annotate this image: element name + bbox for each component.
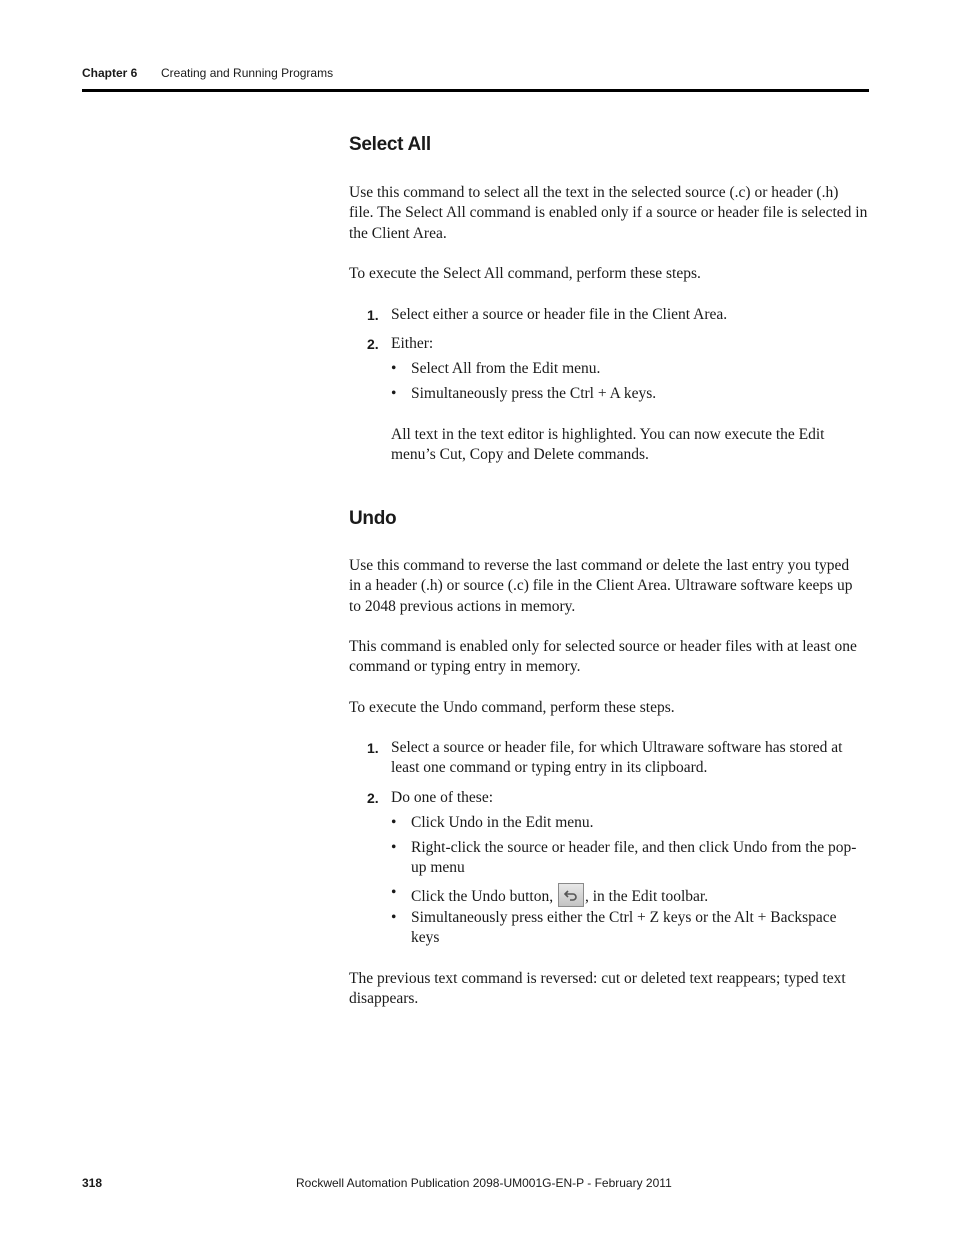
- text-line: All text in the text editor is highlighted. You can now execute the Edit: [391, 426, 825, 443]
- step-text: Either:: [391, 335, 434, 352]
- undo-arrow-icon: [564, 889, 578, 901]
- bullet-glyph: •: [391, 814, 397, 831]
- header-rule: [82, 89, 869, 92]
- undo-result: [349, 969, 871, 1010]
- step-number: 2.: [367, 336, 379, 352]
- text-segment: Click the Undo button,: [411, 888, 554, 905]
- bullet-text: Simultaneously press the Ctrl + A keys.: [411, 385, 657, 402]
- bullet-text: [411, 883, 873, 907]
- select-all-intro: [349, 183, 871, 244]
- undo-button-image: [558, 883, 584, 907]
- chapter-title: Creating and Running Programs: [161, 66, 334, 80]
- select-all-result: [391, 425, 861, 466]
- text-line: Simultaneously press either the Ctrl + Z keys or the Alt + Backspace: [411, 909, 837, 926]
- page-number: 318: [82, 1176, 103, 1190]
- text-line: to 2048 previous actions in memory.: [349, 597, 576, 615]
- text-line: Use this command to reverse the last command or delete the last entry you typed: [349, 557, 850, 574]
- undo-enabled-note: [349, 637, 871, 678]
- bullet-glyph: •: [391, 884, 397, 901]
- bullet-text: [411, 908, 873, 949]
- bullet-glyph: •: [391, 839, 397, 856]
- text-line: Use this command to select all the text in the selected source (.c) or header (.h): [349, 184, 839, 201]
- text-line: command or typing entry in memory.: [349, 658, 581, 676]
- text-line: keys: [411, 929, 440, 947]
- select-all-lead: To execute the Select All command, perform these steps.: [349, 265, 701, 282]
- text-line: disappears.: [349, 990, 419, 1008]
- page-header: [82, 66, 868, 90]
- undo-intro: [349, 556, 871, 617]
- undo-lead: To execute the Undo command, perform these steps.: [349, 699, 675, 716]
- text-line: Right-click the source or header file, and then click Undo from the pop-: [411, 839, 857, 856]
- bullet-text: [411, 838, 873, 879]
- step-text: Do one of these:: [391, 789, 494, 806]
- bullet-glyph: •: [391, 909, 397, 926]
- bullet-text: Select All from the Edit menu.: [411, 360, 601, 377]
- publication-info: Rockwell Automation Publication 2098-UM001G-EN-P - February 2011: [296, 1176, 672, 1190]
- text-line: up menu: [411, 859, 465, 877]
- text-line: menu’s Cut, Copy and Delete commands.: [391, 446, 649, 464]
- step-text: Select either a source or header file in the Client Area.: [391, 306, 728, 323]
- text-line: This command is enabled only for selected source or header files with at least one: [349, 638, 857, 655]
- text-line: least one command or typing entry in its clipboard.: [391, 759, 708, 777]
- chapter-label: Chapter 6: [82, 66, 138, 80]
- bullet-glyph: •: [391, 385, 397, 402]
- text-line: Select a source or header file, for which Ultraware software has stored at: [391, 739, 843, 756]
- step-number: 2.: [367, 790, 379, 806]
- section-heading-select-all: Select All: [349, 134, 431, 155]
- step-number: 1.: [367, 307, 379, 323]
- text-line: The previous text command is reversed: cut or deleted text reappears; typed text: [349, 970, 846, 987]
- text-segment: , in the Edit toolbar.: [584, 888, 709, 905]
- step-number: 1.: [367, 740, 379, 756]
- step-text: [391, 738, 871, 779]
- bullet-text: Click Undo in the Edit menu.: [411, 814, 594, 831]
- bullet-glyph: •: [391, 360, 397, 377]
- text-line: file. The Select All command is enabled only if a source or header file is selected in: [349, 204, 868, 222]
- text-line: the Client Area.: [349, 224, 447, 242]
- text-line: in a header (.h) or source (.c) file in the Client Area. Ultraware software keeps up: [349, 577, 853, 595]
- section-heading-undo: Undo: [349, 508, 397, 529]
